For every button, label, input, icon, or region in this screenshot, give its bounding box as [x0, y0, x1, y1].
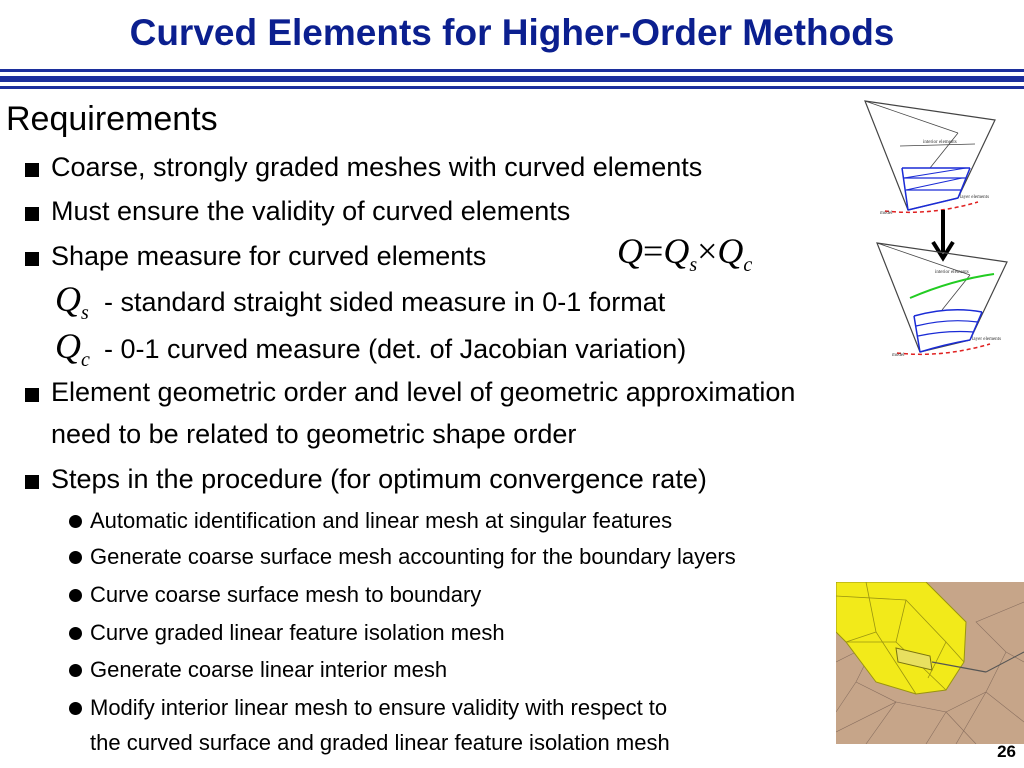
square-bullet-icon: [25, 388, 39, 402]
section-heading: Requirements: [6, 100, 218, 138]
round-bullet-icon: [69, 515, 82, 528]
bullet-steps: Steps in the procedure (for optimum convergence rate): [51, 464, 707, 494]
step-interior-mesh: Generate coarse linear interior mesh: [90, 657, 448, 682]
qs-symbol: [55, 278, 89, 325]
title-rule-bottom: [0, 86, 1024, 89]
bottom-layer-label: layer elements: [972, 337, 1002, 342]
bottom-interior-label: interior elements: [935, 270, 969, 275]
qc-symbol: [55, 325, 90, 372]
bullet-geometric-order: Element geometric order and level of geometric approximation: [51, 377, 796, 407]
slide-title: Curved Elements for Higher-Order Methods: [129, 12, 895, 53]
bullet-geometric-order-cont: need to be related to geometric shape order: [51, 419, 577, 449]
square-bullet-icon: [25, 163, 39, 177]
formula-times: ×: [697, 231, 718, 271]
formula-qc-sub: c: [743, 254, 753, 277]
step-curve-isolation: Curve graded linear feature isolation mesh: [90, 620, 505, 645]
top-model-label: model: [880, 211, 893, 216]
step-identification: Automatic identification and linear mesh at singular features: [90, 508, 673, 533]
qc-definition: - 0-1 curved measure (det. of Jacobian variation): [104, 334, 687, 364]
square-bullet-icon: [25, 207, 39, 221]
qc-symbol-letter: Q: [55, 326, 81, 366]
qc-symbol-sub: c: [81, 349, 90, 372]
qs-symbol-letter: Q: [55, 279, 81, 319]
formula-qc: Q: [717, 231, 744, 271]
square-bullet-icon: [25, 475, 39, 489]
top-layer-label: layer elements: [960, 195, 990, 200]
isolation-mesh-image: [836, 582, 1024, 744]
qs-symbol-sub: s: [81, 302, 89, 325]
bullet-validity: Must ensure the validity of curved elements: [51, 196, 571, 226]
round-bullet-icon: [69, 702, 82, 715]
round-bullet-icon: [69, 627, 82, 640]
title-rule-top: [0, 69, 1024, 72]
step-coarse-surface: Generate coarse surface mesh accounting for the boundary layers: [90, 544, 736, 569]
square-bullet-icon: [25, 252, 39, 266]
top-interior-label: interior elements: [923, 140, 957, 145]
round-bullet-icon: [69, 589, 82, 602]
bullet-coarse-meshes: Coarse, strongly graded meshes with curved elements: [51, 152, 703, 182]
formula-equals: =: [643, 231, 664, 271]
straight-mesh-figure: [860, 98, 1000, 220]
shape-measure-formula: [617, 230, 752, 277]
formula-qs: Q: [663, 231, 690, 271]
qs-definition: - standard straight sided measure in 0-1 format: [104, 287, 666, 317]
page-number: 26: [997, 742, 1016, 761]
round-bullet-icon: [69, 664, 82, 677]
step-curve-surface: Curve coarse surface mesh to boundary: [90, 582, 482, 607]
curved-mesh-figure: [872, 240, 1012, 362]
title-rule-middle: [0, 76, 1024, 82]
formula-qs-sub: s: [689, 254, 698, 277]
formula-q: Q: [617, 231, 643, 271]
bottom-model-label: model: [892, 353, 905, 358]
bullet-shape-measure: Shape measure for curved elements: [51, 241, 487, 271]
step-modify-interior: Modify interior linear mesh to ensure validity with respect to: [90, 695, 668, 720]
round-bullet-icon: [69, 551, 82, 564]
step-modify-interior-cont: the curved surface and graded linear feature isolation mesh: [90, 730, 670, 755]
